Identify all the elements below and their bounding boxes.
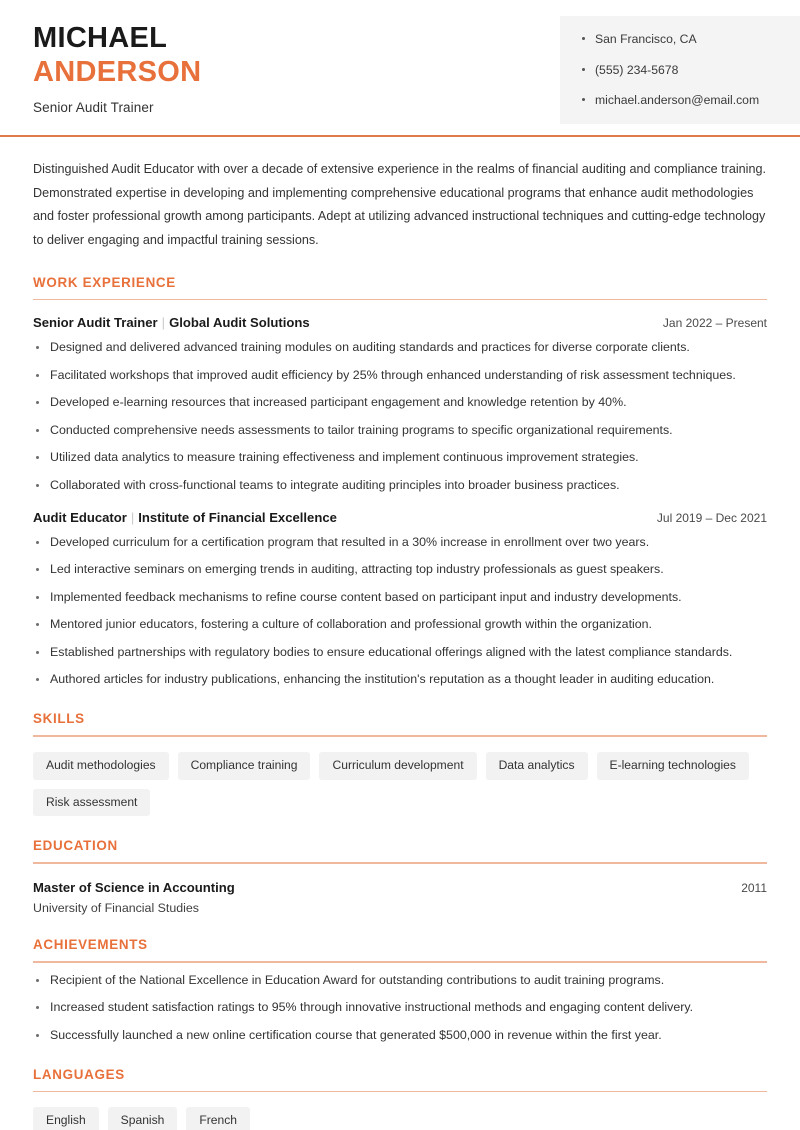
experience-entry-header (33, 315, 767, 330)
section-work-experience (33, 275, 767, 689)
bullet-item: Increased student satisfaction ratings to 95% through innovative instructional methods and engaging content delivery. (33, 999, 767, 1017)
education-degree: Master of Science in Accounting (33, 880, 235, 896)
section-divider (33, 299, 767, 301)
section-education (33, 838, 767, 915)
contact-info-box (560, 16, 800, 124)
contact-phone[interactable]: (555) 234-5678 (582, 63, 800, 78)
bullet-item: Designed and delivered advanced training modules on auditing standards and practices for diverse corporate clients. (33, 339, 767, 357)
skill-chip: Compliance training (178, 752, 311, 780)
experience-role: Senior Audit Trainer (33, 315, 158, 331)
section-divider (33, 735, 767, 737)
section-title-skills: SKILLS (33, 711, 85, 727)
experience-date: Jan 2022 – Present (662, 316, 767, 331)
section-title-achievements: ACHIEVEMENTS (33, 937, 148, 953)
bullet-item: Developed curriculum for a certification program that resulted in a 30% increase in enrollment over two years. (33, 534, 767, 552)
section-languages (33, 1067, 767, 1130)
bullet-item: Developed e-learning resources that increased participant engagement and knowledge retention by 40%. (33, 394, 767, 412)
last-name: ANDERSON (33, 55, 202, 88)
experience-bullet-list (33, 534, 767, 689)
bullet-item: Led interactive seminars on emerging trends in auditing, attracting top industry professionals as guest speakers. (33, 561, 767, 579)
experience-entry-header (33, 510, 767, 525)
header-divider (0, 135, 800, 137)
section-achievements (33, 937, 767, 1045)
language-chip: Spanish (108, 1107, 178, 1130)
section-divider (33, 961, 767, 963)
section-title-languages: LANGUAGES (33, 1066, 125, 1082)
bullet-item: Mentored junior educators, fostering a culture of collaboration and professional growth within the organization. (33, 616, 767, 634)
experience-title-line (33, 315, 310, 330)
professional-summary: Distinguished Audit Educator with over a decade of extensive experience in the realms of financial auditing and compliance training. Demonstrated expertise in developing and implementing comprehensive educational programs that enhance audit methodologies and foster professional growth among participants. Adept at utilizing advanced instructional techniques and cutting-edge technology to deliver engaging and impactful training sessions. (33, 161, 766, 247)
language-chip: English (33, 1107, 99, 1130)
education-school: University of Financial Studies (33, 901, 199, 916)
skill-chip: Risk assessment (33, 789, 150, 817)
section-divider (33, 1091, 767, 1093)
experience-company: Global Audit Solutions (169, 315, 310, 331)
section-skills (33, 711, 767, 816)
achievements-list (33, 972, 767, 1045)
section-title-work-experience: WORK EXPERIENCE (33, 274, 176, 290)
experience-entry (33, 510, 767, 689)
experience-date: Jul 2019 – Dec 2021 (656, 510, 767, 525)
resume-body (0, 158, 800, 1130)
experience-title-line (33, 510, 337, 525)
bullet-item: Facilitated workshops that improved audit efficiency by 25% through enhanced understanding of risk assessment techniques. (33, 367, 767, 385)
bullet-item: Collaborated with cross-functional teams to integrate auditing principles into broader business practices. (33, 477, 767, 495)
bullet-item: Conducted comprehensive needs assessments to tailor training programs to specific organizational requirements. (33, 422, 767, 440)
skills-chip-list (33, 752, 767, 817)
bullet-item: Successfully launched a new online certification course that generated $500,000 in revenue within the first year. (33, 1027, 767, 1045)
bullet-item: Established partnerships with regulatory bodies to ensure educational offerings aligned with the latest compliance standards. (33, 644, 767, 662)
header-job-title: Senior Audit Trainer (33, 100, 154, 116)
contact-location: San Francisco, CA (582, 32, 800, 47)
contact-email[interactable]: michael.anderson@email.com (582, 93, 800, 108)
experience-bullet-list (33, 339, 767, 494)
skill-chip: Data analytics (486, 752, 588, 780)
first-name: MICHAEL (33, 22, 168, 54)
title-separator: | (130, 509, 135, 525)
experience-role: Audit Educator (33, 509, 127, 525)
header-identity (0, 0, 201, 115)
experience-company: Institute of Financial Excellence (138, 509, 337, 525)
bullet-item: Implemented feedback mechanisms to refine course content based on participant input and industry developments. (33, 589, 767, 607)
education-entry-header (33, 880, 767, 895)
section-divider (33, 862, 767, 864)
title-separator: | (161, 315, 166, 331)
bullet-item: Recipient of the National Excellence in Education Award for outstanding contributions to audit training programs. (33, 972, 767, 990)
skill-chip: Audit methodologies (33, 752, 169, 780)
education-year: 2011 (741, 881, 767, 896)
skill-chip: Curriculum development (319, 752, 476, 780)
bullet-item: Utilized data analytics to measure training effectiveness and implement continuous improvement strategies. (33, 449, 767, 467)
language-chip: French (186, 1107, 250, 1130)
experience-entry (33, 315, 767, 494)
languages-chip-list (33, 1107, 767, 1130)
section-title-education: EDUCATION (33, 838, 118, 854)
skill-chip: E-learning technologies (597, 752, 749, 780)
resume-header (0, 0, 800, 124)
bullet-item: Authored articles for industry publications, enhancing the institution's reputation as a thought leader in auditing education. (33, 671, 767, 689)
